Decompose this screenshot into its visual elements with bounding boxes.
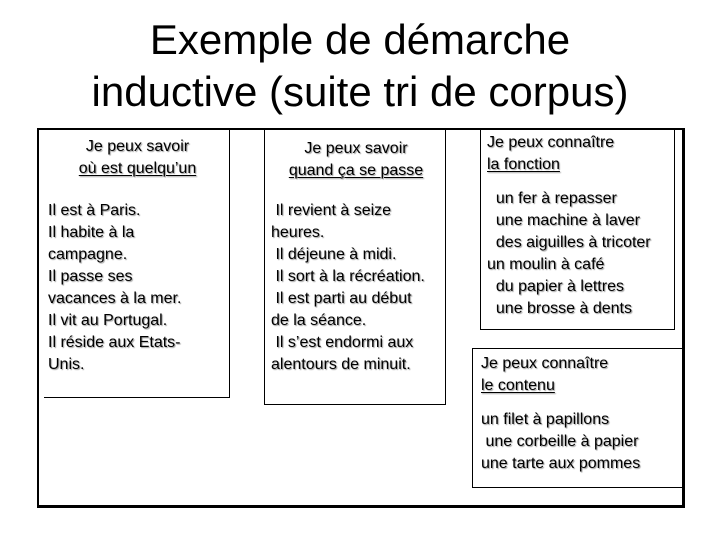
when-item: heures.: [271, 224, 325, 241]
where-item: Unis.: [48, 356, 85, 373]
where-item: vacances à la mer.: [48, 290, 182, 307]
function-item: un moulin à café: [487, 256, 605, 273]
where-item: Il réside aux Etats-: [48, 334, 181, 351]
where-heading-line-1: Je peux savoir: [85, 138, 190, 155]
where-item: Il vit au Portugal.: [48, 312, 168, 329]
when-item: Il sort à la récréation.: [271, 268, 425, 285]
where-list: [48, 200, 227, 376]
when-list: [271, 200, 441, 376]
when-heading-line-1: Je peux savoir: [304, 140, 408, 157]
where-heading-line-2: où est quelqu’un: [78, 160, 197, 177]
content-item: une tarte aux pommes: [481, 455, 641, 472]
function-item: du papier à lettres: [487, 278, 624, 295]
when-heading: [271, 138, 441, 182]
where-item: Il habite à la: [48, 224, 135, 241]
content-heading-line-1: Je peux connaître: [481, 355, 609, 372]
where-item: Il passe ses: [48, 268, 133, 285]
when-item: de la séance.: [271, 312, 367, 329]
when-heading-line-2: quand ça se passe: [288, 162, 424, 179]
function-item: une brosse à dents: [487, 300, 632, 317]
where-heading: [48, 136, 227, 180]
function-heading: [487, 132, 670, 176]
content-item: une corbeille à papier: [481, 433, 639, 450]
content-heading-line-2: le contenu: [481, 377, 555, 394]
function-box: [480, 130, 675, 330]
function-heading-line-1: Je peux connaître: [487, 134, 615, 151]
where-item: Il est à Paris.: [48, 202, 141, 219]
when-item: Il s’est endormi aux: [271, 334, 414, 351]
function-list: [487, 188, 670, 320]
function-item: une machine à laver: [487, 212, 640, 229]
where-item: campagne.: [48, 246, 128, 263]
function-item: un fer à repasser: [487, 190, 617, 207]
content-list: [481, 409, 680, 475]
function-heading-line-2: la fonction: [487, 156, 560, 173]
slide-title-line-2: inductive (suite tri de corpus): [91, 68, 629, 115]
content-box: [472, 348, 685, 488]
when-item: Il est parti au début: [271, 290, 412, 307]
content-heading: [481, 353, 680, 397]
content-item: un filet à papillons: [481, 411, 610, 428]
when-item: alentours de minuit.: [271, 356, 411, 373]
where-box: [44, 130, 230, 398]
when-item: Il déjeune à midi.: [271, 246, 397, 263]
slide-title: [0, 14, 720, 118]
slide-title-line-1: Exemple de démarche: [149, 16, 571, 63]
when-box: [264, 130, 446, 405]
function-item: des aiguilles à tricoter: [487, 234, 651, 251]
when-item: Il revient à seize: [271, 202, 392, 219]
